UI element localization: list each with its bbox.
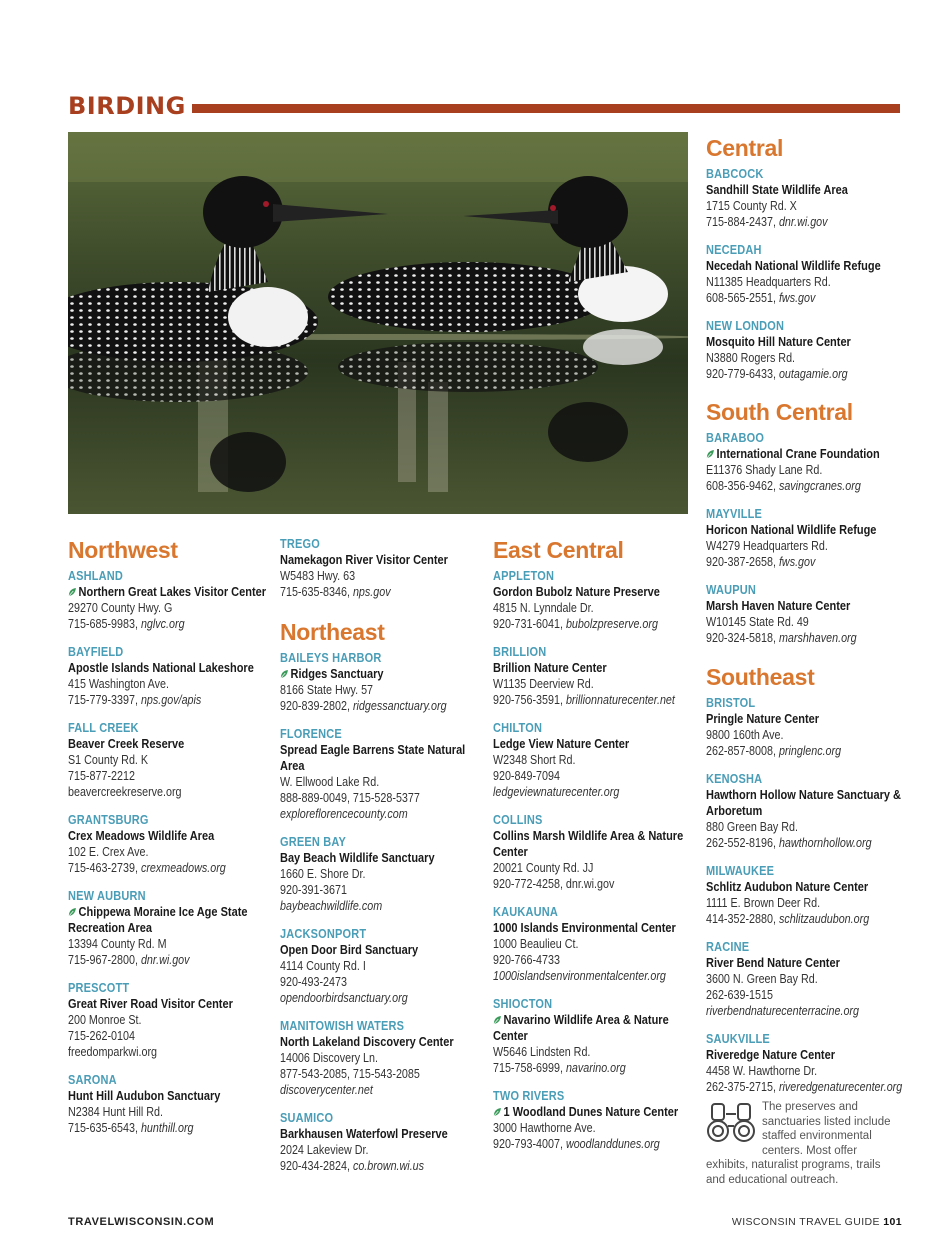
listing-phone: 608-565-2551, (706, 291, 776, 305)
column-southeast (706, 663, 906, 1107)
listing-name-text: Ridges Sanctuary (290, 667, 384, 681)
listing-contact (706, 290, 906, 306)
listing-entry (706, 166, 906, 230)
listing-name-text: North Lakeland Discovery Center (280, 1035, 454, 1049)
listing-name-text: Barkhausen Waterfowl Preserve (280, 1127, 448, 1141)
listing-phone: 262-552-8196, (706, 836, 776, 850)
listing-name (493, 1104, 692, 1120)
listing-name (68, 584, 267, 600)
listing-detail: 880 Green Bay Rd. (706, 820, 799, 834)
listing-detail: 1111 E. Brown Deer Rd. (706, 896, 821, 910)
listing-name-text: Northern Great Lakes Visitor Center (78, 585, 267, 599)
listing-entry (68, 812, 268, 876)
listing-detail: N3880 Rogers Rd. (706, 351, 796, 365)
listing-detail: N2384 Hunt Hill Rd. (68, 1105, 164, 1119)
listing-name-text: Chippewa Moraine Ice Age State Recreation Area (68, 905, 248, 935)
listing-name-text: 1 Woodland Dunes Nature Center (503, 1105, 679, 1119)
listing-entry (280, 1110, 480, 1174)
listing-detail: 4815 N. Lynndale Dr. (493, 601, 594, 615)
listing-detail: freedomparkwi.org (68, 1045, 158, 1059)
listing-detail: W4279 Headquarters Rd. (706, 539, 828, 553)
listing-detail: 1660 E. Shore Dr. (280, 867, 366, 881)
listing-detail: 920-391-3671 (280, 883, 347, 897)
listing-phone: 920-793-4007, (493, 1137, 563, 1151)
listing-detail: N11385 Headquarters Rd. (706, 275, 831, 289)
listing-phone: 715-635-6543, (68, 1121, 138, 1135)
listing-website-link[interactable]: riveredgenaturecenter.org (778, 1080, 903, 1094)
header-rule (192, 104, 900, 113)
listing-city: FALL CREEK (68, 721, 139, 735)
listing-city: APPLETON (493, 569, 555, 583)
listing-phone: 715-635-8346, (280, 585, 350, 599)
listing-website-link[interactable]: discoverycenter.net (280, 1083, 373, 1097)
listing-name (68, 996, 267, 1012)
listing-contact (706, 743, 906, 759)
column-east-central (493, 536, 693, 1164)
listing-website-link[interactable]: ridgessanctuary.org (352, 699, 447, 713)
listing-name (493, 660, 692, 676)
listing-name-text: 1000 Islands Environmental Center (493, 921, 676, 935)
listing-name (706, 955, 905, 971)
listing-entry (493, 904, 693, 984)
listing-contact (706, 366, 906, 382)
listing-name-text: International Crane Foundation (716, 447, 880, 461)
listing-detail: W5646 Lindsten Rd. (493, 1045, 591, 1059)
listing-name-text: Ledge View Nature Center (493, 737, 630, 751)
listing-city: JACKSONPORT (280, 927, 367, 941)
listing-detail: 1715 County Rd. X (706, 199, 797, 213)
listing-city: FLORENCE (280, 727, 342, 741)
listing-phone: 920-731-6041, (493, 617, 563, 631)
listing-name (706, 711, 905, 727)
listing-entry (68, 980, 268, 1060)
listing-city: TWO RIVERS (493, 1089, 565, 1103)
listing-contact (706, 911, 906, 927)
listing-city: COLLINS (493, 813, 543, 827)
listing-website-link[interactable]: fws.gov (778, 291, 816, 305)
region-heading: Northeast (280, 619, 385, 645)
listing-detail: 262-639-1515 (706, 988, 773, 1002)
listing-city: WAUPUN (706, 583, 756, 597)
listing-contact (493, 616, 693, 632)
leaf-icon (280, 669, 289, 679)
listing-phone: 262-857-8008, (706, 744, 776, 758)
listing-contact (280, 1158, 480, 1174)
listing-contact (706, 630, 906, 646)
listing-name (706, 1047, 905, 1063)
listing-website-link[interactable]: hunthill.org (140, 1121, 194, 1135)
listing-detail: 4458 W. Hawthorne Dr. (706, 1064, 818, 1078)
listing-entry (493, 812, 693, 892)
listing-entry (68, 888, 268, 968)
listing-detail: 8166 State Hwy. 57 (280, 683, 374, 697)
listing-name (280, 552, 479, 568)
listing-website-link[interactable]: woodlanddunes.org (565, 1137, 660, 1151)
listing-name (493, 736, 692, 752)
listing-name-text: Riveredge Nature Center (706, 1048, 835, 1062)
listing-name-text: Brillion Nature Center (493, 661, 607, 675)
listing-phone: 715-463-2739, (68, 861, 138, 875)
listing-entry (706, 506, 906, 570)
leaf-icon (706, 449, 715, 459)
listing-detail: 715-262-0104 (68, 1029, 135, 1043)
listing-name (280, 1034, 479, 1050)
listing-entry (280, 926, 480, 1006)
listing-name-text: Spread Eagle Barrens State Natural Area (280, 743, 466, 773)
column-northeast (280, 618, 480, 1186)
listing-contact (68, 616, 268, 632)
listing-name (68, 660, 267, 676)
listing-name (68, 904, 267, 936)
listing-city: SAUKVILLE (706, 1032, 770, 1046)
listing-entry (706, 863, 906, 927)
listing-name (280, 666, 479, 682)
listing-name (706, 258, 905, 274)
listing-name (706, 522, 905, 538)
listing-phone: 715-779-3397, (68, 693, 138, 707)
listing-website-link[interactable]: nps.gov (352, 585, 391, 599)
listing-detail: 102 E. Crex Ave. (68, 845, 149, 859)
listing-name-text: Hunt Hill Audubon Sanctuary (68, 1089, 221, 1103)
listing-website-link[interactable]: dnr.wi.gov (140, 953, 190, 967)
listing-website-link[interactable]: ledgeviewnaturecenter.org (493, 785, 620, 799)
listing-website-link[interactable]: marshhaven.org (778, 631, 857, 645)
listing-detail: S1 County Rd. K (68, 753, 149, 767)
listing-contact (68, 1120, 268, 1136)
listing-name-text: Great River Road Visitor Center (68, 997, 233, 1011)
listing-name-text: Sandhill State Wildlife Area (706, 183, 848, 197)
listing-phone: 920-839-2802, (280, 699, 350, 713)
listing-phone: 715-685-9983, (68, 617, 138, 631)
listing-name (68, 736, 267, 752)
listing-entry (706, 771, 906, 851)
listing-city: TREGO (280, 537, 320, 551)
listing-contact (68, 860, 268, 876)
listing-contact (706, 554, 906, 570)
listing-entry (706, 430, 906, 494)
listing-website-link[interactable]: baybeachwildlife.com (280, 899, 383, 913)
listing-entry (706, 939, 906, 1019)
listing-website-link[interactable]: fws.gov (778, 555, 816, 569)
column-northwest (68, 536, 268, 1148)
listing-website-link[interactable]: bubolzpreserve.org (565, 617, 658, 631)
listing-detail: 4114 County Rd. I (280, 959, 366, 973)
listing-website-link[interactable]: nps.gov/apis (140, 693, 202, 707)
listing-city: BRISTOL (706, 696, 756, 710)
listing-detail: 13394 County Rd. M (68, 937, 167, 951)
listing-name-text: River Bend Nature Center (706, 956, 840, 970)
region-heading: Central (706, 135, 784, 161)
listing-website-link[interactable]: opendoorbirdsanctuary.org (280, 991, 408, 1005)
listing-name-text: Mosquito Hill Nature Center (706, 335, 851, 349)
listing-name (706, 182, 905, 198)
listing-city: PRESCOTT (68, 981, 130, 995)
listing-website-link[interactable]: pringlenc.org (778, 744, 842, 758)
listing-name-text: Gordon Bubolz Nature Preserve (493, 585, 660, 599)
listing-phone: 715-884-2437, (706, 215, 776, 229)
listing-entry (493, 1088, 693, 1152)
listing-detail: W2348 Short Rd. (493, 753, 576, 767)
info-note (706, 1100, 902, 1187)
listing-name (706, 879, 905, 895)
page-number: 101 (883, 1216, 902, 1228)
listing-name-text: Navarino Wildlife Area & Nature Center (493, 1013, 669, 1043)
region-heading: South Central (706, 399, 853, 425)
leaf-icon (68, 587, 77, 597)
listing-city: SHIOCTON (493, 997, 553, 1011)
footer-guide-label: WISCONSIN TRAVEL GUIDE (731, 1216, 880, 1228)
listing-name (706, 446, 905, 462)
listing-detail: 715-877-2212 (68, 769, 135, 783)
listing-detail: 1000 Beaulieu Ct. (493, 937, 579, 951)
listing-city: BRILLION (493, 645, 547, 659)
listing-detail: 920-766-4733 (493, 953, 560, 967)
listing-website-link[interactable]: hawthornhollow.org (778, 836, 872, 850)
listing-entry (280, 1018, 480, 1098)
listing-phone: 920-779-6433, (706, 367, 776, 381)
listing-contact (280, 698, 480, 714)
listing-phone: 414-352-2880, (706, 912, 776, 926)
listing-city: MANITOWISH WATERS (280, 1019, 405, 1033)
listing-entry (706, 1031, 906, 1095)
listing-detail: 3600 N. Green Bay Rd. (706, 972, 818, 986)
listing-contact (280, 584, 480, 600)
listing-name-text: Collins Marsh Wildlife Area & Nature Center (493, 829, 684, 859)
listing-website-link[interactable]: navarino.org (565, 1061, 626, 1075)
listing-website-link[interactable]: savingcranes.org (778, 479, 861, 493)
listing-detail: 29270 County Hwy. G (68, 601, 173, 615)
listing-detail: 888-889-0049, 715-528-5377 (280, 791, 420, 805)
listing-name (493, 828, 692, 860)
listing-contact (68, 692, 268, 708)
listing-name-text: Horicon National Wildlife Refuge (706, 523, 877, 537)
listing-name-text: Open Door Bird Sanctuary (280, 943, 419, 957)
listing-detail: W. Ellwood Lake Rd. (280, 775, 380, 789)
column-south-central (706, 398, 906, 658)
listing-website-link[interactable]: dnr.wi.gov (778, 215, 828, 229)
region-heading: East Central (493, 537, 624, 563)
listing-name-text: Schlitz Audubon Nature Center (706, 880, 869, 894)
listing-detail: 415 Washington Ave. (68, 677, 170, 691)
column-central (706, 134, 906, 394)
section-title: BIRDING (68, 92, 186, 120)
info-note-text: The preserves and sanctuaries listed include staffed environmental centers. Most offer exhibits, naturalist programs, trails and educational outreach. (706, 1101, 891, 1186)
listing-detail: 920-493-2473 (280, 975, 347, 989)
listing-name (493, 920, 692, 936)
listing-contact (706, 214, 906, 230)
listing-city: ASHLAND (68, 569, 124, 583)
listing-name (280, 850, 479, 866)
listing-name-text: Namekagon River Visitor Center (280, 553, 448, 567)
loons-illustration (68, 132, 688, 514)
listing-phone: 262-375-2715, (706, 1080, 776, 1094)
listing-entry (706, 242, 906, 306)
listing-detail: 9800 160th Ave. (706, 728, 784, 742)
listing-website-link[interactable]: brillionnaturecenter.net (565, 693, 675, 707)
leaf-icon (68, 907, 77, 917)
listing-website-link[interactable]: 1000islandsenvironmentalcenter.org (493, 969, 666, 983)
listing-contact (68, 952, 268, 968)
listing-website-link[interactable]: co.brown.wi.us (352, 1159, 425, 1173)
listing-contact (706, 835, 906, 851)
listing-city: GREEN BAY (280, 835, 346, 849)
listing-name (706, 787, 905, 819)
listing-name (280, 742, 479, 774)
listing-website-link[interactable]: riverbendnaturecenterracine.org (706, 1004, 859, 1018)
listing-phone: 920-387-2658, (706, 555, 776, 569)
listing-city: NECEDAH (706, 243, 762, 257)
listing-website-link[interactable]: outagamie.org (778, 367, 848, 381)
footer-website: TRAVELWISCONSIN.COM (68, 1216, 215, 1228)
listing-phone: 608-356-9462, (706, 479, 776, 493)
listing-website-link[interactable]: schlitzaudubon.org (778, 912, 870, 926)
listing-city: KENOSHA (706, 772, 763, 786)
listing-detail: W1135 Deerview Rd. (493, 677, 594, 691)
region-heading: Northwest (68, 537, 178, 563)
listing-name-text: Hawthorn Hollow Nature Sanctuary & Arboretum (706, 788, 901, 818)
listing-contact (493, 1060, 693, 1076)
listing-city: KAUKAUNA (493, 905, 558, 919)
listing-name (706, 334, 905, 350)
listing-detail: 3000 Hawthorne Ave. (493, 1121, 596, 1135)
listing-contact (706, 1079, 906, 1095)
listing-city: SARONA (68, 1073, 117, 1087)
listing-detail: 920-772-4258, dnr.wi.gov (493, 877, 615, 891)
footer-page-info (732, 1216, 902, 1228)
listing-city: GRANTSBURG (68, 813, 149, 827)
listing-city: BARABOO (706, 431, 765, 445)
listing-city: NEW AUBURN (68, 889, 146, 903)
listing-entry (68, 568, 268, 632)
region-heading: Southeast (706, 664, 815, 690)
listing-detail: 877-543-2085, 715-543-2085 (280, 1067, 420, 1081)
listing-detail: W10145 State Rd. 49 (706, 615, 809, 629)
listing-detail: E11376 Shady Lane Rd. (706, 463, 823, 477)
section-header (68, 92, 900, 126)
listing-detail: W5483 Hwy. 63 (280, 569, 356, 583)
listing-entry (493, 996, 693, 1076)
listing-phone: 715-967-2800, (68, 953, 138, 967)
listing-detail: beavercreekreserve.org (68, 785, 182, 799)
listing-detail: 2024 Lakeview Dr. (280, 1143, 369, 1157)
listing-contact (706, 478, 906, 494)
listing-entry (493, 568, 693, 632)
loons-photo (68, 132, 688, 514)
listing-entry (68, 644, 268, 708)
listing-name-text: Beaver Creek Reserve (68, 737, 185, 751)
listing-phone: 920-434-2824, (280, 1159, 350, 1173)
listing-website-link[interactable]: nglvc.org (140, 617, 185, 631)
listing-name-text: Necedah National Wildlife Refuge (706, 259, 881, 273)
listing-contact (493, 692, 693, 708)
listing-entry (68, 1072, 268, 1136)
listing-city: NEW LONDON (706, 319, 785, 333)
listing-contact (493, 1136, 693, 1152)
listing-detail: 200 Monroe St. (68, 1013, 142, 1027)
listing-name-text: Bay Beach Wildlife Sanctuary (280, 851, 435, 865)
leaf-icon (493, 1107, 502, 1117)
listing-city: MAYVILLE (706, 507, 763, 521)
listing-city: SUAMICO (280, 1111, 334, 1125)
listing-name (280, 1126, 479, 1142)
column-trego (280, 536, 480, 612)
listing-entry (706, 318, 906, 382)
listing-name (493, 1012, 692, 1044)
listing-entry (706, 582, 906, 646)
listing-city: BAILEYS HARBOR (280, 651, 382, 665)
listing-entry (280, 834, 480, 914)
listing-entry (280, 650, 480, 714)
listing-phone: 715-758-6999, (493, 1061, 563, 1075)
listing-entry (493, 720, 693, 800)
listing-entry (493, 644, 693, 708)
listing-entry (706, 695, 906, 759)
listing-detail: 920-849-7094 (493, 769, 560, 783)
listing-website-link[interactable]: exploreflorencecounty.com (280, 807, 408, 821)
listing-detail: 20021 County Rd. JJ (493, 861, 594, 875)
listing-phone: 920-756-3591, (493, 693, 563, 707)
leaf-icon (493, 1015, 502, 1025)
listing-name-text: Pringle Nature Center (706, 712, 820, 726)
listing-website-link[interactable]: crexmeadows.org (140, 861, 226, 875)
listing-city: MILWAUKEE (706, 864, 775, 878)
listing-name-text: Marsh Haven Nature Center (706, 599, 851, 613)
listing-name (493, 584, 692, 600)
listing-name (68, 1088, 267, 1104)
listing-name-text: Crex Meadows Wildlife Area (68, 829, 215, 843)
listing-name (280, 942, 479, 958)
listing-city: BABCOCK (706, 167, 764, 181)
listing-city: BAYFIELD (68, 645, 124, 659)
listing-city: CHILTON (493, 721, 543, 735)
listing-entry (280, 726, 480, 822)
listing-detail: 14006 Discovery Ln. (280, 1051, 378, 1065)
listing-entry (280, 536, 480, 600)
listing-phone: 920-324-5818, (706, 631, 776, 645)
listing-name (68, 828, 267, 844)
listing-city: RACINE (706, 940, 750, 954)
listing-entry (68, 720, 268, 800)
listing-name (706, 598, 905, 614)
listing-name-text: Apostle Islands National Lakeshore (68, 661, 254, 675)
binoculars-icon (706, 1100, 758, 1144)
